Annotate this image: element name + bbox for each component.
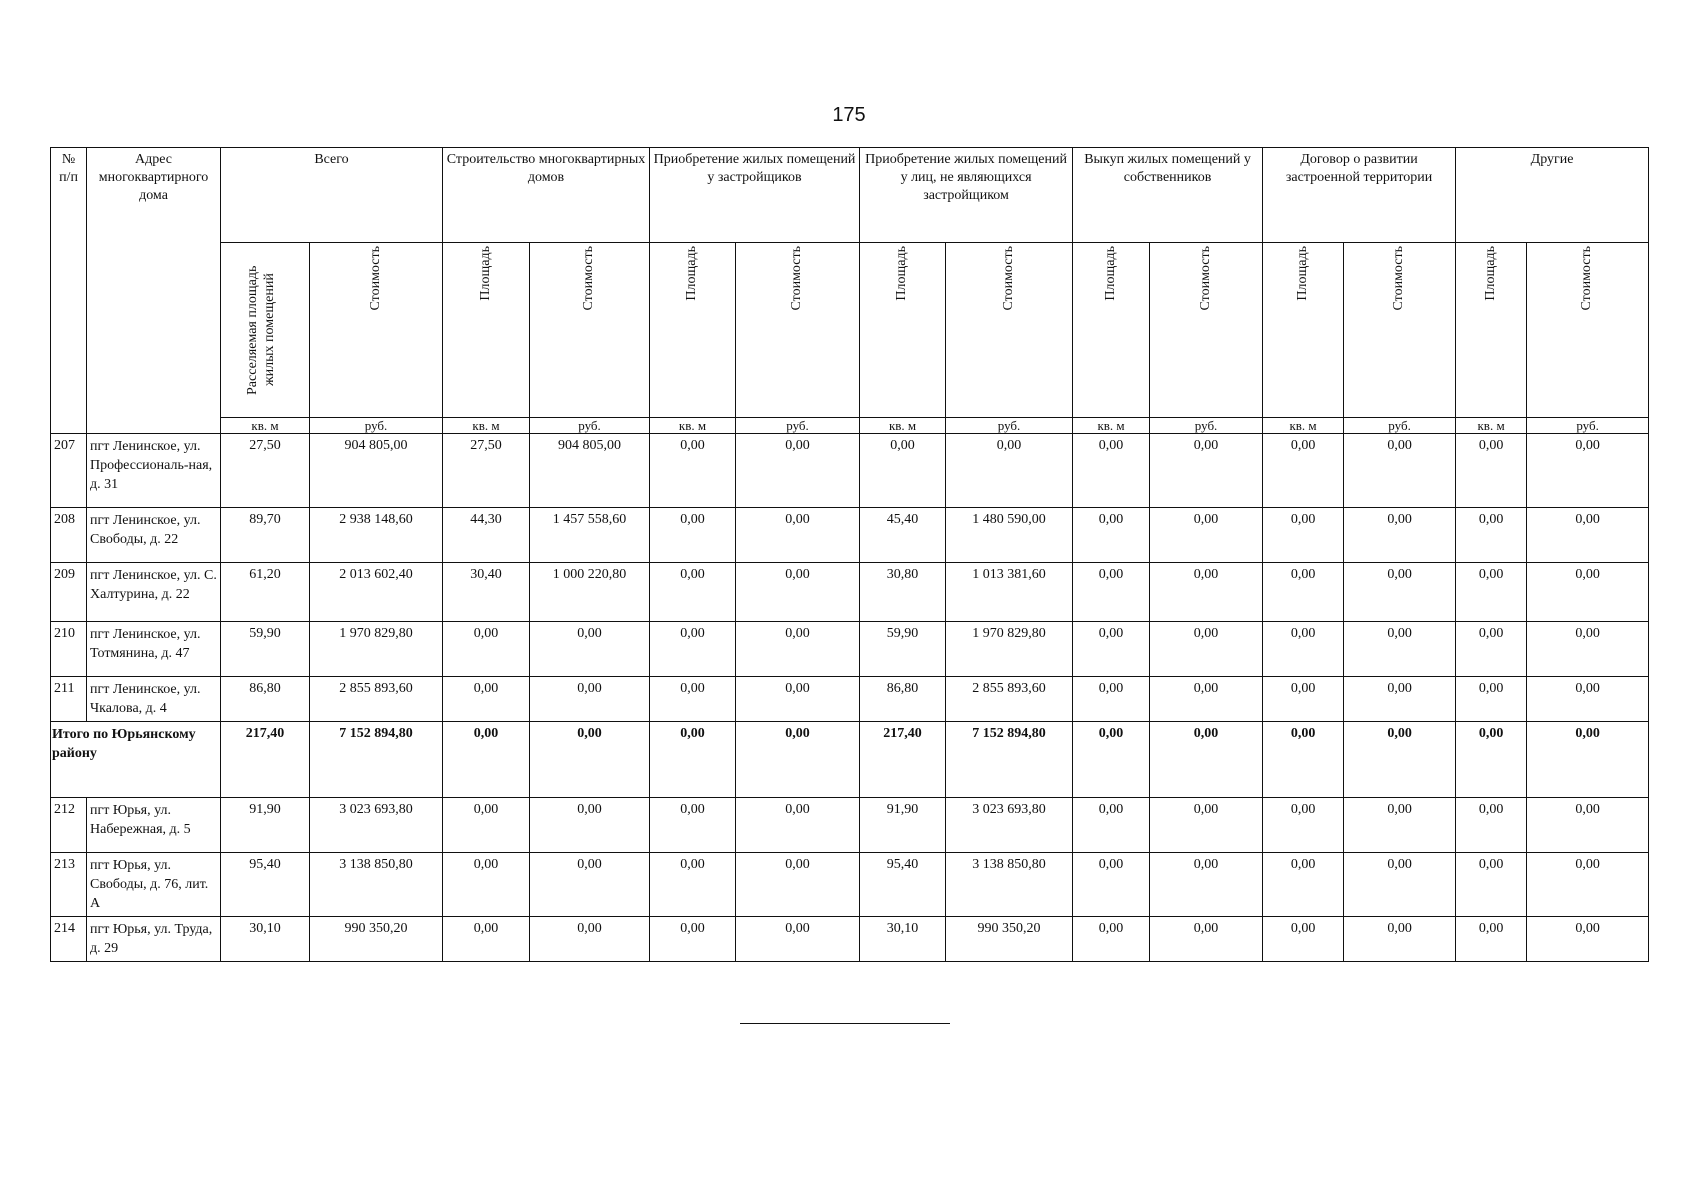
subcol-header-label: Площадь: [684, 246, 700, 301]
subcol-header-label: Стоимость: [1391, 246, 1407, 311]
table-row: [51, 853, 1649, 917]
page-number: 175: [832, 104, 866, 126]
row-value: 30,10: [860, 917, 946, 962]
row-value: 2 013 602,40: [310, 563, 443, 622]
subcol-header-label: Стоимость: [1579, 246, 1595, 311]
row-value: 0,00: [443, 917, 530, 962]
table-row: [51, 622, 1649, 677]
header-units-row: [51, 418, 1649, 434]
row-value: 30,40: [443, 563, 530, 622]
row-value: 0,00: [1527, 677, 1649, 722]
row-address: пгт Ленинское, ул. Профессиональ-ная, д. 31: [87, 434, 221, 508]
header-num: № п/п: [51, 148, 87, 434]
row-address: пгт Юрья, ул. Труда, д. 29: [87, 917, 221, 962]
row-value: 0,00: [736, 622, 860, 677]
row-value: 904 805,00: [310, 434, 443, 508]
row-value: 0,00: [1456, 563, 1527, 622]
row-value: 0,00: [736, 434, 860, 508]
row-value: 1 970 829,80: [310, 622, 443, 677]
header-group-total: Всего: [221, 148, 443, 243]
row-value: 86,80: [860, 677, 946, 722]
table-row: [51, 677, 1649, 722]
row-value: 44,30: [443, 508, 530, 563]
row-value: 0,00: [650, 434, 736, 508]
row-value: 0,00: [1150, 917, 1263, 962]
row-value: 0,00: [1263, 798, 1344, 853]
row-value: 990 350,20: [946, 917, 1073, 962]
header-group-development-contract: Договор о развитии застроенной территории: [1263, 148, 1456, 243]
row-value: 0,00: [1263, 563, 1344, 622]
row-value: 990 350,20: [310, 917, 443, 962]
row-value: 0,00: [650, 622, 736, 677]
row-value: 0,00: [443, 677, 530, 722]
row-number: 211: [51, 677, 87, 722]
row-value: 86,80: [221, 677, 310, 722]
total-value: 0,00: [1073, 722, 1150, 798]
header-group-row: [51, 148, 1649, 243]
row-value: 1 013 381,60: [946, 563, 1073, 622]
row-value: 3 138 850,80: [946, 853, 1073, 917]
row-number: 214: [51, 917, 87, 962]
total-label: Итого по Юрьянскому району: [51, 722, 221, 798]
row-address: пгт Юрья, ул. Набережная, д. 5: [87, 798, 221, 853]
row-value: 0,00: [1456, 434, 1527, 508]
row-value: 0,00: [1456, 917, 1527, 962]
row-value: 1 457 558,60: [530, 508, 650, 563]
row-value: 0,00: [1263, 853, 1344, 917]
table-row: [51, 917, 1649, 962]
row-value: 0,00: [530, 622, 650, 677]
row-value: 1 480 590,00: [946, 508, 1073, 563]
subcol-header-label: Площадь: [1482, 246, 1498, 301]
row-value: 0,00: [650, 677, 736, 722]
total-value: 0,00: [736, 722, 860, 798]
row-value: 0,00: [1150, 508, 1263, 563]
row-value: 0,00: [650, 508, 736, 563]
row-address: пгт Ленинское, ул. С. Халтурина, д. 22: [87, 563, 221, 622]
row-number: 212: [51, 798, 87, 853]
row-value: 0,00: [1344, 917, 1456, 962]
table-row: [51, 434, 1649, 508]
total-value: 0,00: [530, 722, 650, 798]
subcol-header-label: Стоимость: [1197, 246, 1213, 311]
row-value: 0,00: [1527, 798, 1649, 853]
header-address: Адрес многоквартирного дома: [87, 148, 221, 434]
row-value: 0,00: [1344, 622, 1456, 677]
row-value: 0,00: [530, 677, 650, 722]
table-row: [51, 798, 1649, 853]
total-value: 217,40: [221, 722, 310, 798]
row-value: 0,00: [443, 622, 530, 677]
total-value: 0,00: [1150, 722, 1263, 798]
row-value: 0,00: [946, 434, 1073, 508]
subcol-header: [1263, 243, 1344, 418]
row-value: 0,00: [736, 563, 860, 622]
subcol-header: [1150, 243, 1263, 418]
row-value: 95,40: [221, 853, 310, 917]
row-value: 0,00: [1344, 853, 1456, 917]
row-value: 0,00: [736, 798, 860, 853]
unit-label: кв. м: [1263, 418, 1344, 434]
row-value: 0,00: [1073, 677, 1150, 722]
row-value: 0,00: [443, 853, 530, 917]
subcol-header: [1527, 243, 1649, 418]
row-value: 0,00: [736, 508, 860, 563]
row-value: 2 855 893,60: [310, 677, 443, 722]
row-value: 0,00: [1150, 434, 1263, 508]
table-row: [51, 563, 1649, 622]
row-value: 0,00: [860, 434, 946, 508]
row-value: 0,00: [1150, 853, 1263, 917]
row-value: 0,00: [1527, 622, 1649, 677]
row-value: 0,00: [1073, 434, 1150, 508]
unit-label: руб.: [736, 418, 860, 434]
unit-label: кв. м: [650, 418, 736, 434]
row-value: 904 805,00: [530, 434, 650, 508]
row-value: 0,00: [1073, 563, 1150, 622]
row-value: 59,90: [221, 622, 310, 677]
row-value: 0,00: [443, 798, 530, 853]
subcol-header: [443, 243, 530, 418]
row-value: 89,70: [221, 508, 310, 563]
row-value: 0,00: [1263, 434, 1344, 508]
row-value: 0,00: [1263, 508, 1344, 563]
header-group-purchase-developers: Приобретение жилых помещений у застройщиков: [650, 148, 860, 243]
row-value: 0,00: [736, 853, 860, 917]
row-value: 2 938 148,60: [310, 508, 443, 563]
row-value: 0,00: [1073, 917, 1150, 962]
row-value: 45,40: [860, 508, 946, 563]
row-number: 213: [51, 853, 87, 917]
row-number: 210: [51, 622, 87, 677]
row-number: 209: [51, 563, 87, 622]
row-value: 0,00: [530, 917, 650, 962]
row-value: 3 138 850,80: [310, 853, 443, 917]
total-value: 7 152 894,80: [310, 722, 443, 798]
row-value: 3 023 693,80: [946, 798, 1073, 853]
row-value: 0,00: [1073, 798, 1150, 853]
unit-label: кв. м: [1073, 418, 1150, 434]
row-value: 0,00: [650, 563, 736, 622]
header-group-other: Другие: [1456, 148, 1649, 243]
row-value: 1 970 829,80: [946, 622, 1073, 677]
row-value: 0,00: [1456, 508, 1527, 563]
row-value: 95,40: [860, 853, 946, 917]
row-value: 0,00: [1073, 622, 1150, 677]
subcol-header: [860, 243, 946, 418]
row-value: 0,00: [1527, 917, 1649, 962]
row-value: 0,00: [650, 917, 736, 962]
subcol-header-label: Площадь: [1294, 246, 1310, 301]
row-value: 0,00: [530, 798, 650, 853]
row-value: 0,00: [1344, 798, 1456, 853]
header-subcol-row: [51, 243, 1649, 418]
row-value: 0,00: [650, 798, 736, 853]
total-value: 0,00: [650, 722, 736, 798]
unit-label: руб.: [530, 418, 650, 434]
subcol-header: [1456, 243, 1527, 418]
table-row: [51, 508, 1649, 563]
subcol-header-label: Стоимость: [367, 246, 383, 311]
subcol-header: [1344, 243, 1456, 418]
row-number: 208: [51, 508, 87, 563]
total-value: 0,00: [1344, 722, 1456, 798]
row-number: 207: [51, 434, 87, 508]
row-value: 0,00: [1344, 434, 1456, 508]
total-row: [51, 722, 1649, 798]
total-value: 7 152 894,80: [946, 722, 1073, 798]
row-value: 0,00: [1527, 853, 1649, 917]
row-value: 0,00: [1263, 917, 1344, 962]
header-group-buyout: Выкуп жилых помещений у собственников: [1073, 148, 1263, 243]
row-value: 59,90: [860, 622, 946, 677]
unit-label: кв. м: [860, 418, 946, 434]
subcol-header-label: Стоимость: [789, 246, 805, 311]
unit-label: кв. м: [443, 418, 530, 434]
unit-label: кв. м: [1456, 418, 1527, 434]
row-value: 0,00: [1263, 677, 1344, 722]
footer-separator-line: [740, 1023, 950, 1024]
row-value: 0,00: [1150, 677, 1263, 722]
resettlement-table: [50, 147, 1649, 962]
row-value: 0,00: [1150, 798, 1263, 853]
subcol-header-label: Площадь: [1102, 246, 1118, 301]
row-value: 0,00: [1527, 508, 1649, 563]
row-value: 1 000 220,80: [530, 563, 650, 622]
unit-label: руб.: [310, 418, 443, 434]
row-value: 0,00: [1150, 563, 1263, 622]
subcol-header: [1073, 243, 1150, 418]
row-value: 0,00: [1073, 853, 1150, 917]
subcol-header-label: Стоимость: [581, 246, 597, 311]
header-group-purchase-nondevelopers: Приобретение жилых помещений у лиц, не являющихся застройщиком: [860, 148, 1073, 243]
total-value: 0,00: [1263, 722, 1344, 798]
row-address: пгт Ленинское, ул. Тотмянина, д. 47: [87, 622, 221, 677]
row-value: 91,90: [221, 798, 310, 853]
subcol-header-label: Стоимость: [1000, 246, 1016, 311]
row-value: 2 855 893,60: [946, 677, 1073, 722]
row-address: пгт Ленинское, ул. Чкалова, д. 4: [87, 677, 221, 722]
subcol-header-label: Площадь: [477, 246, 493, 301]
subcol-header: [221, 243, 310, 418]
unit-label: руб.: [946, 418, 1073, 434]
row-value: 0,00: [650, 853, 736, 917]
row-value: 0,00: [530, 853, 650, 917]
row-value: 0,00: [1527, 434, 1649, 508]
row-value: 0,00: [1344, 563, 1456, 622]
row-value: 0,00: [1344, 677, 1456, 722]
row-address: пгт Ленинское, ул. Свободы, д. 22: [87, 508, 221, 563]
row-value: 91,90: [860, 798, 946, 853]
row-value: 30,80: [860, 563, 946, 622]
row-address: пгт Юрья, ул. Свободы, д. 76, лит. А: [87, 853, 221, 917]
total-value: 217,40: [860, 722, 946, 798]
row-value: 3 023 693,80: [310, 798, 443, 853]
subcol-header: [650, 243, 736, 418]
subcol-header: [310, 243, 443, 418]
total-value: 0,00: [1527, 722, 1649, 798]
row-value: 0,00: [1073, 508, 1150, 563]
row-value: 27,50: [221, 434, 310, 508]
row-value: 0,00: [1456, 798, 1527, 853]
row-value: 0,00: [1344, 508, 1456, 563]
total-value: 0,00: [443, 722, 530, 798]
unit-label: кв. м: [221, 418, 310, 434]
unit-label: руб.: [1150, 418, 1263, 434]
subcol-header: [736, 243, 860, 418]
header-group-construction: Строительство многоквартирных домов: [443, 148, 650, 243]
row-value: 0,00: [1456, 853, 1527, 917]
row-value: 0,00: [1263, 622, 1344, 677]
row-value: 0,00: [1456, 677, 1527, 722]
row-value: 0,00: [736, 677, 860, 722]
row-value: 61,20: [221, 563, 310, 622]
subcol-header: [530, 243, 650, 418]
unit-label: руб.: [1527, 418, 1649, 434]
unit-label: руб.: [1344, 418, 1456, 434]
row-value: 27,50: [443, 434, 530, 508]
row-value: 0,00: [736, 917, 860, 962]
row-value: 0,00: [1527, 563, 1649, 622]
subcol-header-label: Расселяемая площадь жилых помещений: [245, 265, 277, 395]
row-value: 0,00: [1150, 622, 1263, 677]
row-value: 30,10: [221, 917, 310, 962]
subcol-header-label: Площадь: [894, 246, 910, 301]
row-value: 0,00: [1456, 622, 1527, 677]
total-value: 0,00: [1456, 722, 1527, 798]
subcol-header: [946, 243, 1073, 418]
